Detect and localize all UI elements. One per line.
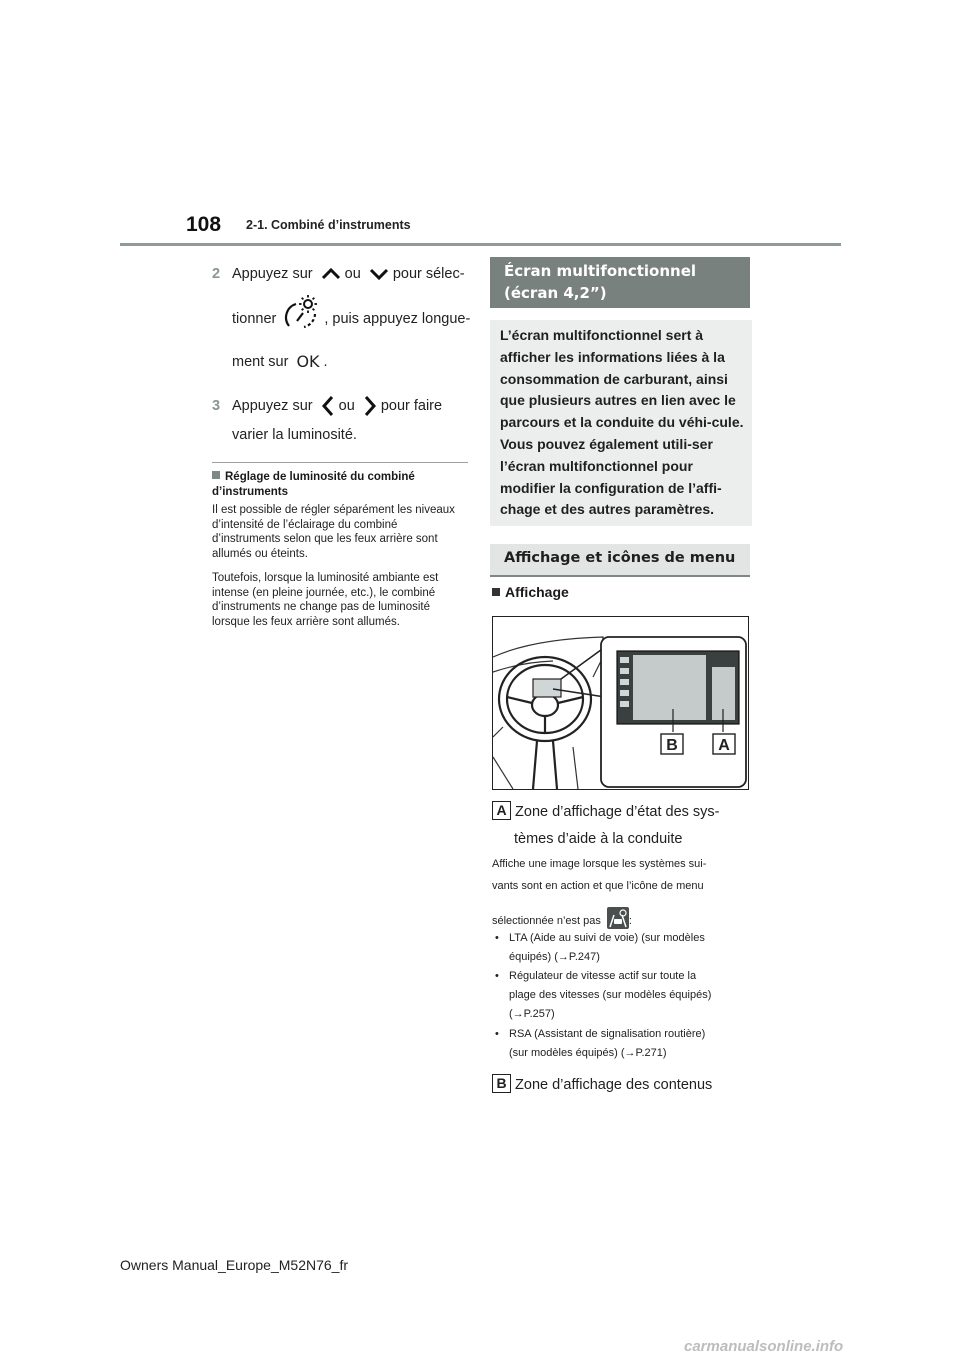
section-banner: Écran multifonctionnel (écran 4,2”) [490, 257, 750, 308]
footer-text: Owners Manual_Europe_M52N76_fr [120, 1257, 349, 1273]
page-number: 108 [186, 213, 222, 236]
item-a-title-1: A Zone d’affichage d’état des sys- [492, 801, 720, 822]
callout-b: B [666, 737, 678, 754]
subsection-rule [212, 462, 468, 463]
item-a-desc-1: Affiche une image lorsque les systèmes sui- [492, 858, 707, 870]
subsection-banner: Affichage et icônes de menu [490, 544, 750, 577]
chevron-left-icon [321, 395, 335, 417]
chevron-up-icon [321, 268, 341, 280]
callout-a: A [718, 737, 730, 754]
dashboard-drawing [493, 617, 748, 789]
steering-wheel [499, 657, 591, 789]
item-a-desc-2: vants sont en action et que l’icône de menu [492, 880, 704, 892]
step-2-line-2: tionner , puis appuyez longue- [212, 308, 470, 330]
item-b-title: B Zone d’affichage des contenus [492, 1074, 712, 1095]
driving-assist-icon [607, 907, 629, 929]
item-a-desc-3: sélectionnée n’est pas : [492, 907, 632, 929]
step-2-line-1: 2 Appuyez sur ou pour sélec- [212, 266, 465, 282]
step-3-number: 3 [212, 397, 221, 414]
chevron-down-icon [369, 268, 389, 280]
section-title: 2-1. Combiné d’instruments [246, 218, 411, 232]
list-item: • LTA (Aide au suivi de voie) (sur modèles équipés) (→P.247) [495, 932, 705, 963]
watermark: carmanualsonline.info [684, 1338, 844, 1355]
list-item: • RSA (Assistant de signalisation routière) (sur modèles équipés) (→P.271) [495, 1028, 706, 1059]
step-3-line-2: varier la luminosité. [232, 427, 357, 443]
subsection-heading: Réglage de luminosité du combiné d’instruments [212, 471, 415, 498]
dashboard-illustration [492, 616, 749, 790]
label-box-a: A [492, 801, 511, 820]
brightness-icon [284, 294, 320, 330]
item-a-title-2: tèmes d’aide à la conduite [514, 831, 683, 847]
square-bullet-icon [212, 471, 220, 479]
chevron-right-icon [363, 395, 377, 417]
paragraph-1: Il est possible de régler séparément les niveaux d’intensité de l’éclairage du combiné d’instruments selon que les feux arrière sont allumés ou éteints. [212, 504, 455, 560]
step-2-number: 2 [212, 266, 221, 282]
square-bullet-icon [492, 588, 500, 596]
label-box-b: B [492, 1074, 511, 1093]
header-rule [120, 243, 841, 246]
paragraph-2: Toutefois, lorsque la luminosité ambiante est intense (en pleine journée, etc.), le combiné d’instruments ne change pas de luminosité lorsque les feux arrière sont allumés. [212, 572, 439, 628]
bullet-heading: Affichage [492, 584, 569, 600]
step-3-line-1: 3 Appuyez sur ou pour faire [212, 395, 442, 417]
list-item: • Régulateur de vitesse actif sur toute la plage des vitesses (sur modèles équipés) (→P.257) [495, 970, 712, 1020]
ok-button-icon: OK [296, 352, 320, 372]
step-2-line-3: ment sur OK . [232, 352, 328, 372]
intro-box: L’écran multifonctionnel sert à afficher les informations liées à la consommation de carburant, ainsi que plusieurs autres en lien avec le parcours et la conduite du véhi-cule. Vous pouvez également utili-ser l’écran multifonctionnel pour modifier la configuration de l’affi-chage et des autres paramètres. [490, 320, 752, 526]
